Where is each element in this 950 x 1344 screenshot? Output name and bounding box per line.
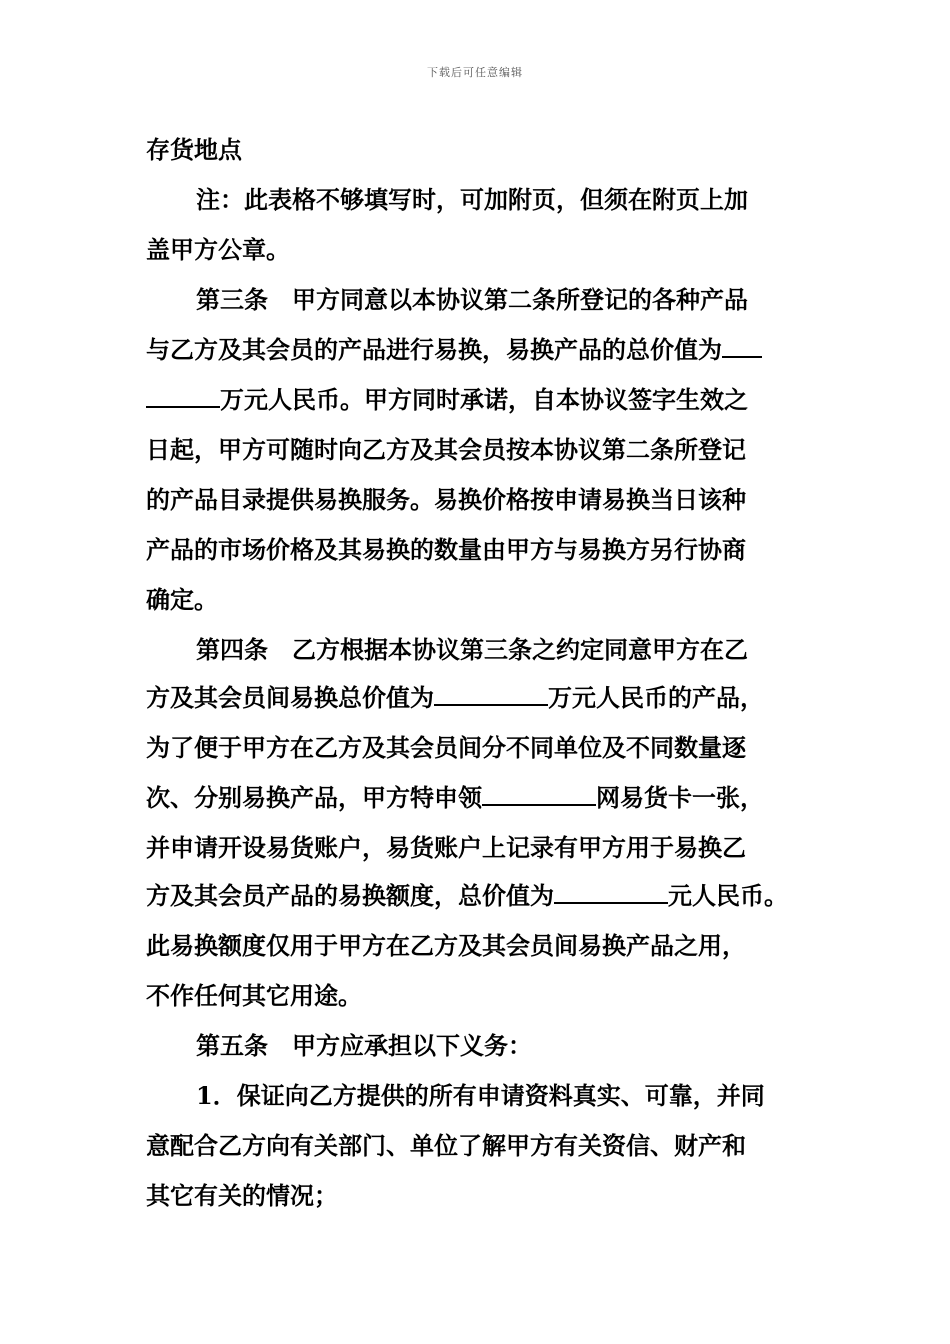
text-line: 其它有关的情况；: [146, 1181, 338, 1210]
text-segment: 方及其会员产品的易换额度，总价值为: [146, 881, 554, 910]
blank-underline: [146, 384, 220, 408]
text-line: 不作任何其它用途。: [146, 981, 362, 1010]
text-segment: 方及其会员间易换总价值为: [146, 683, 434, 712]
text-line: [146, 680, 764, 716]
text-line: 存货地点: [146, 135, 242, 164]
article-5-line: 第五条 甲方应承担以下义务：: [196, 1031, 532, 1060]
text-line: 的产品目录提供易换服务。易换价格按申请易换当日该种: [146, 485, 746, 514]
text-line: 确定。: [146, 585, 218, 614]
blank-underline: [482, 782, 596, 806]
text-line: 产品的市场价格及其易换的数量由甲方与易换方另行协商: [146, 535, 746, 564]
page-header: 下载后可任意编辑: [427, 66, 523, 79]
text-line: [146, 382, 748, 418]
text-line: [146, 332, 762, 368]
text-line: 盖甲方公章。: [146, 235, 290, 264]
obligation-item-1: 1．保证向乙方提供的所有申请资料真实、可靠，并同: [196, 1081, 765, 1110]
text-segment: 万元人民币的产品，: [548, 683, 764, 712]
text-line: [146, 878, 788, 914]
blank-underline: [434, 682, 548, 706]
text-line: 并申请开设易货账户，易货账户上记录有甲方用于易换乙: [146, 833, 746, 862]
text-line: 日起，甲方可随时向乙方及其会员按本协议第二条所登记: [146, 435, 746, 464]
text-line: 意配合乙方向有关部门、单位了解甲方有关资信、财产和: [146, 1131, 746, 1160]
article-4-line: 第四条 乙方根据本协议第三条之约定同意甲方在乙: [196, 635, 748, 664]
blank-underline: [722, 334, 762, 358]
text-segment: 万元人民币。甲方同时承诺，自本协议签字生效之: [220, 385, 748, 414]
blank-underline: [554, 880, 668, 904]
article-3-line: 第三条 甲方同意以本协议第二条所登记的各种产品: [196, 285, 748, 314]
text-segment: 网易货卡一张，: [596, 783, 764, 812]
text-segment: 元人民币。: [668, 881, 788, 910]
note-line: 注：此表格不够填写时，可加附页，但须在附页上加: [196, 185, 748, 214]
text-line: [146, 780, 764, 816]
text-segment: 与乙方及其会员的产品进行易换，易换产品的总价值为: [146, 335, 722, 364]
text-line: 此易换额度仅用于甲方在乙方及其会员间易换产品之用，: [146, 931, 746, 960]
text-segment: 次、分别易换产品，甲方特申领: [146, 783, 482, 812]
text-line: 为了便于甲方在乙方及其会员间分不同单位及不同数量逐: [146, 733, 746, 762]
